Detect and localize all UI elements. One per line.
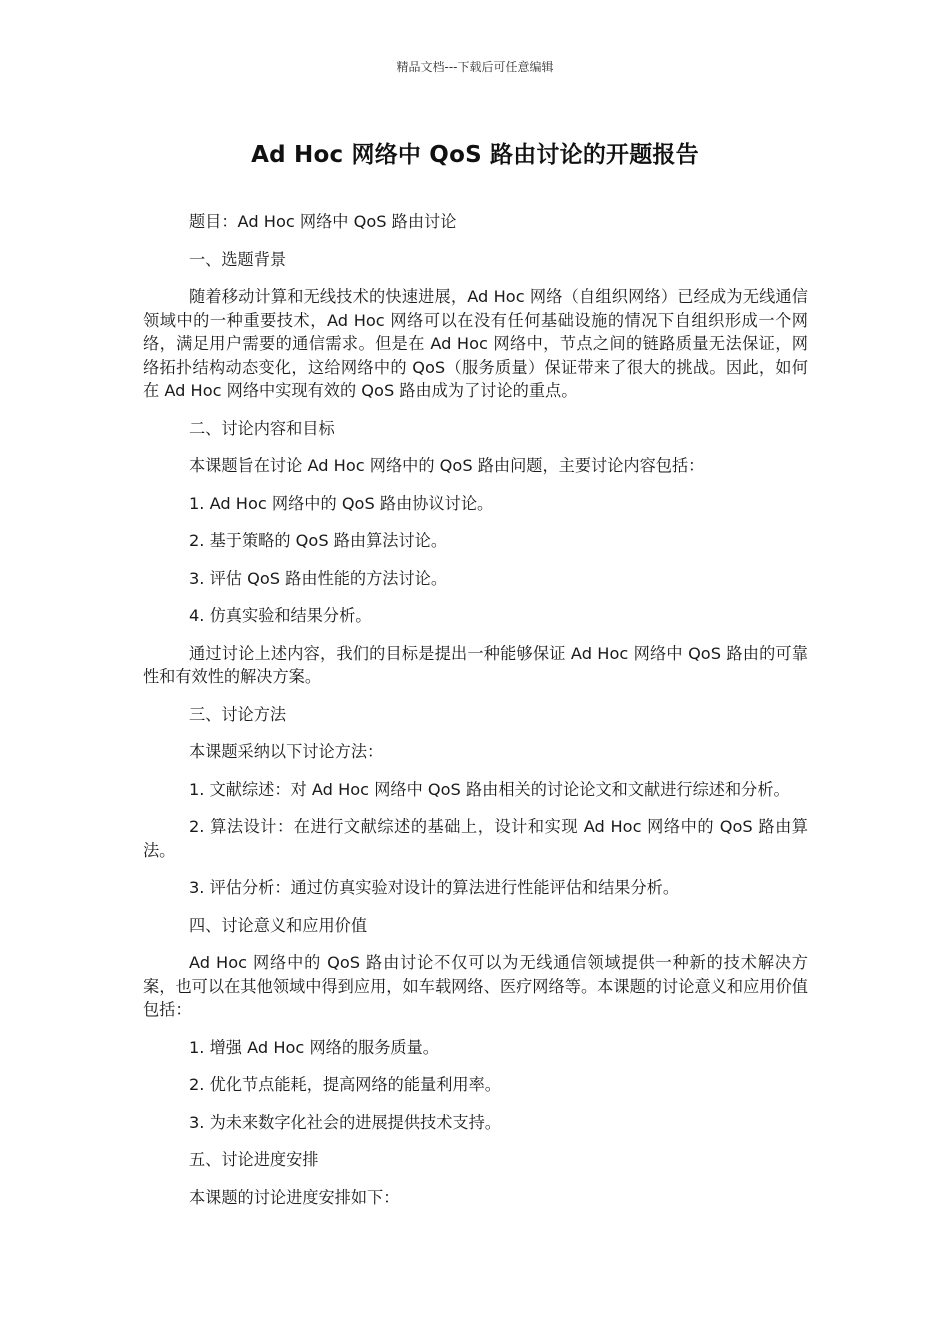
significance-item-1: 1. 增强 Ad Hoc 网络的服务质量。: [189, 1037, 439, 1057]
document-title: Ad Hoc 网络中 QoS 路由讨论的开题报告: [251, 142, 699, 168]
section-heading-background: 一、选题背景: [189, 249, 287, 269]
significance-paragraph: Ad Hoc 网络中的 QoS 路由讨论不仅可以为无线通信领域提供一种新的技术解决方案，也可以在其他领域中得到应用，如车载网络、医疗网络等。本课题的讨论意义和应用价值包括：: [143, 953, 808, 1019]
content-item-2: 2. 基于策略的 QoS 路由算法讨论。: [189, 531, 448, 550]
section-heading-method: 三、讨论方法: [189, 704, 287, 724]
section-heading-schedule: 五、讨论进度安排: [189, 1150, 319, 1169]
method-item-3: 3. 评估分析：通过仿真实验对设计的算法进行性能评估和结果分析。: [189, 878, 680, 897]
goal-paragraph: 通过讨论上述内容，我们的目标是提出一种能够保证 Ad Hoc 网络中 QoS 路由的可靠性和有效性的解决方案。: [143, 643, 808, 686]
page-header: 精品文档---下载后可任意编辑: [396, 60, 554, 74]
significance-item-3: 3. 为未来数字化社会的进展提供技术支持。: [189, 1112, 501, 1132]
content-intro: 本课题旨在讨论 Ad Hoc 网络中的 QoS 路由问题，主要讨论内容包括：: [189, 456, 705, 475]
background-paragraph: 随着移动计算和无线技术的快速进展，Ad Hoc 网络（自组织网络）已经成为无线通信领域中的一种重要技术，Ad Hoc 网络可以在没有任何基础设施的情况下自组织形成一个网络，满足用户需要的通信需求。但是在 Ad Hoc 网络中，节点之间的链路质量无法保证，网络拓扑结构动态变化，这给网络中的 QoS（服务质量）保证带来了很大的挑战。因此，如何在 Ad Hoc 网络中实现有效的 QoS 路由成为了讨论的重点。: [143, 287, 808, 400]
method-item-2: 2. 算法设计：在进行文献综述的基础上，设计和实现 Ad Hoc 网络中的 QoS 路由算法。: [143, 817, 808, 860]
document-body: [143, 210, 808, 1223]
schedule-intro: 本课题的讨论进度安排如下：: [189, 1187, 400, 1207]
method-intro: 本课题采纳以下讨论方法：: [189, 742, 384, 761]
content-item-1: 1. Ad Hoc 网络中的 QoS 路由协议讨论。: [189, 493, 494, 513]
significance-item-2: 2. 优化节点能耗，提高网络的能量利用率。: [189, 1075, 501, 1094]
content-item-4: 4. 仿真实验和结果分析。: [189, 606, 372, 625]
section-heading-content: 二、讨论内容和目标: [189, 418, 335, 438]
subject-line: 题目：Ad Hoc 网络中 QoS 路由讨论: [189, 212, 457, 231]
method-item-1: 1. 文献综述：对 Ad Hoc 网络中 QoS 路由相关的讨论论文和文献进行综述和分析。: [189, 779, 790, 799]
content-item-3: 3. 评估 QoS 路由性能的方法讨论。: [189, 568, 448, 588]
section-heading-significance: 四、讨论意义和应用价值: [189, 915, 368, 935]
